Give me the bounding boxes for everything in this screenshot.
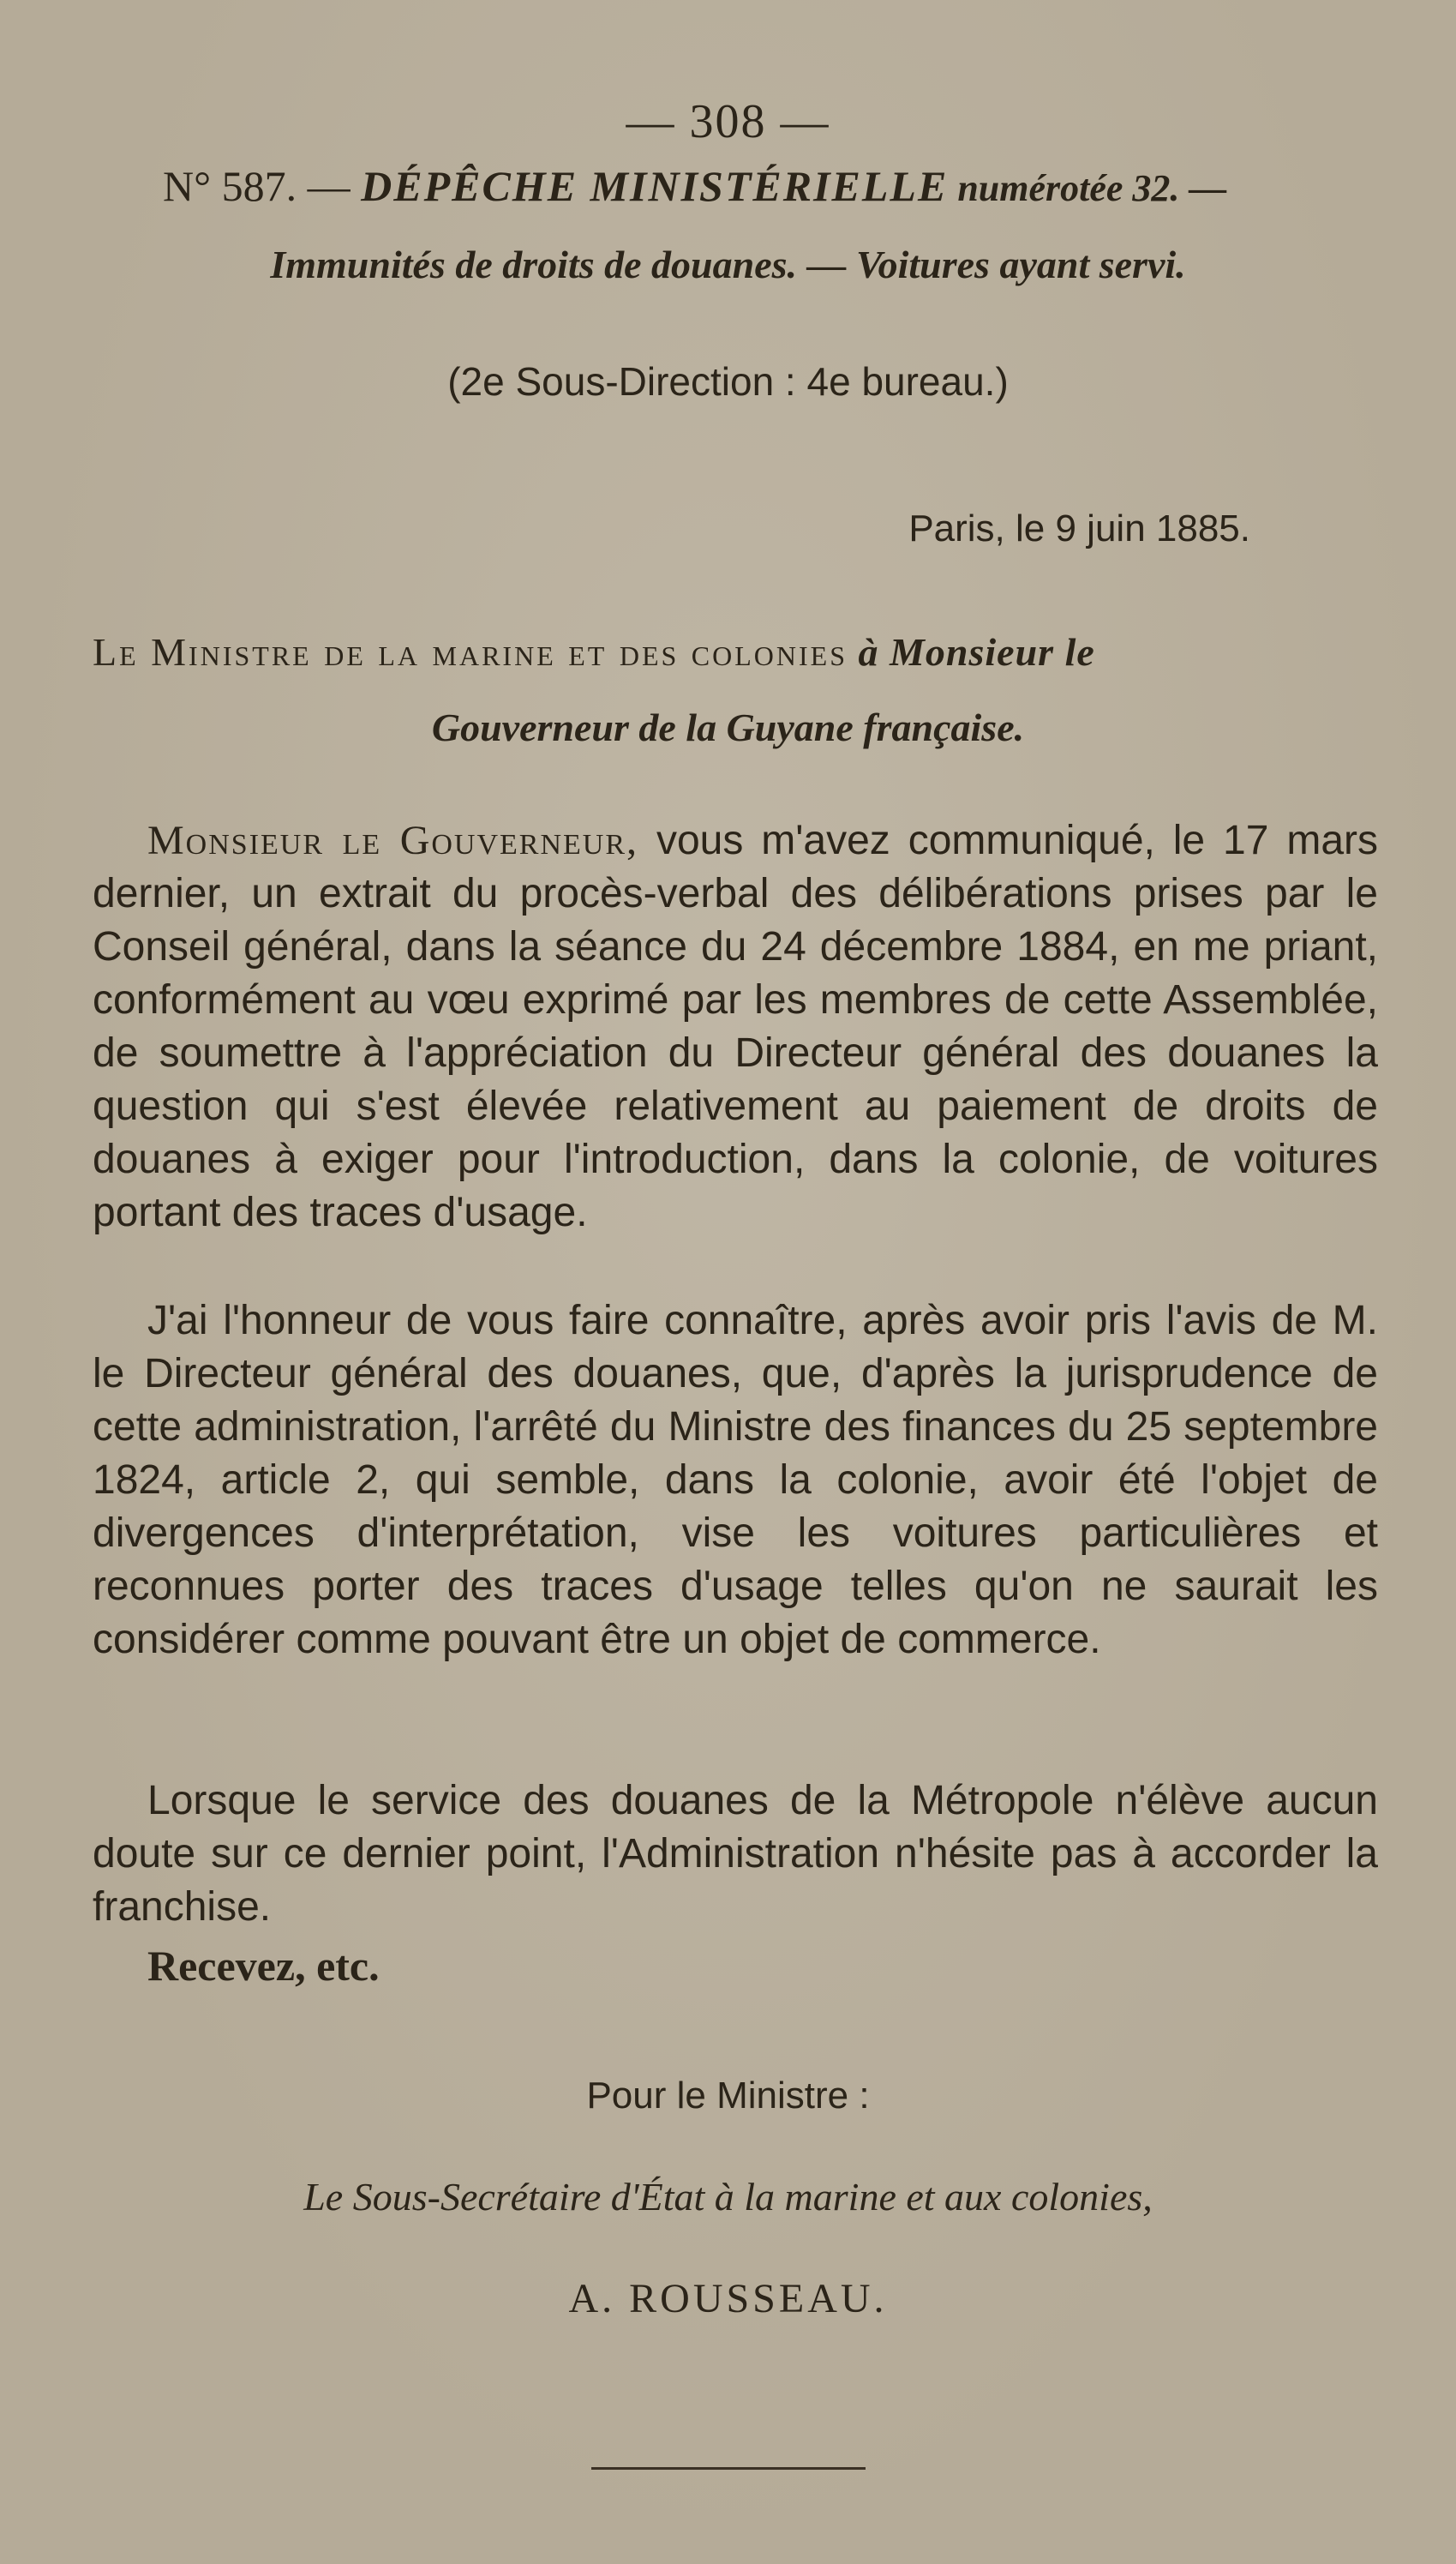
signature-pour: Pour le Ministre : xyxy=(586,2075,870,2117)
salutation: Monsieur le Gouverneur, xyxy=(147,818,639,863)
sender: Le Ministre de la marine et des colonies xyxy=(93,630,848,674)
issuing-direction: (2e Sous-Direction : 4e bureau.) xyxy=(447,359,1009,404)
document-subject: Immunités de droits de douanes. — Voitures ayant servi. xyxy=(270,243,1186,286)
document-headline xyxy=(163,161,1226,211)
paragraph-1-text: vous m'avez communiqué, le 17 mars dernier, un extrait du procès-verbal des délibérations prises par le Conseil général, dans la séance du 24 décembre 1884, en me priant, conformément au vœu exprimé par les membres de cette Assemblée, de soumettre à l'appréciation du Directeur général des douanes la question qui s'est élevée relativement au paiement de droits de douanes à exiger pour l'introduction, dans la colonie, de voitures portant des traces d'usage. xyxy=(93,818,1379,1235)
signatory-title: Le Sous-Secrétaire d'État à la marine et aux colonies, xyxy=(303,2175,1153,2219)
document-number: N° 587. — xyxy=(163,162,362,210)
paragraph-3: Lorsque le service des douanes de la Métropole n'élève aucun doute sur ce dernier point, l'Administration n'hésite pas à accorder la franchise. xyxy=(93,1778,1378,1930)
address-to: à Monsieur le xyxy=(848,630,1095,674)
paragraph-1 xyxy=(93,814,1378,1240)
closing-formula: Recevez, etc. xyxy=(147,1942,380,1990)
recipient: Gouverneur de la Guyane française. xyxy=(431,706,1025,749)
dateline: Paris, le 9 juin 1885. xyxy=(908,507,1250,549)
document-type: DÉPÊCHE MINISTÉRIELLE xyxy=(361,162,949,210)
signatory-name: A. ROUSSEAU. xyxy=(568,2276,888,2321)
paragraph-2: J'ai l'honneur de vous faire connaître, après avoir pris l'avis de M. le Directeur général des douanes, que, d'après la jurisprudence de cette administration, l'arrêté du Ministre des finances du 25 septembre 1824, article 2, qui semble, dans la colonie, avoir été l'objet de divergences d'interprétation, vise les voitures particulières et reconnues porter des traces d'usage telles qu'on ne saurait les considérer comme pouvant être un objet de commerce. xyxy=(93,1298,1378,1662)
document-numbering: numérotée 32. — xyxy=(948,167,1227,209)
page-number: — 308 — xyxy=(626,95,830,148)
address-line xyxy=(93,629,1095,675)
closing-rule xyxy=(591,2467,866,2470)
